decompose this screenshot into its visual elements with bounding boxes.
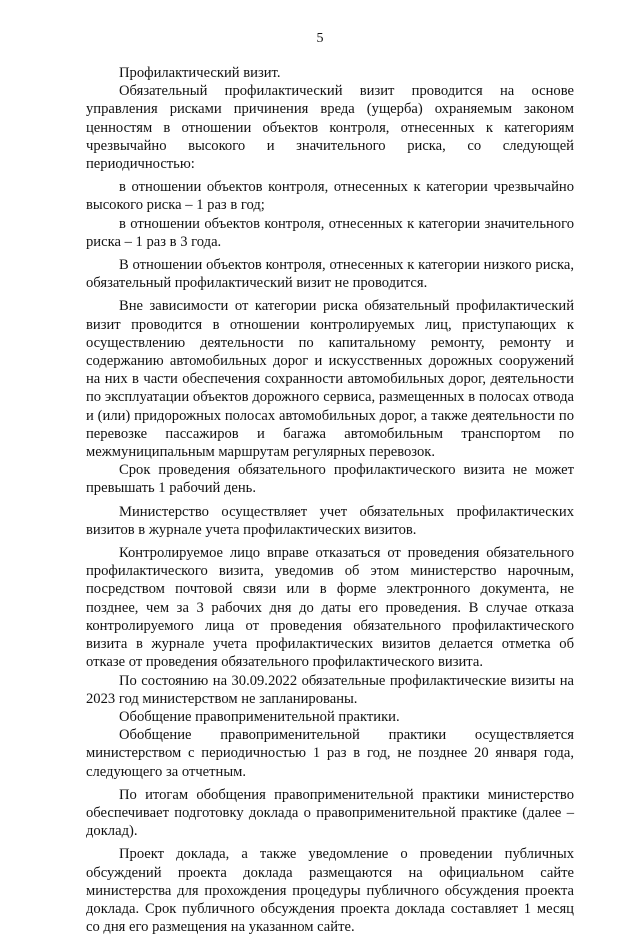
paragraph-status-2022: По состоянию на 30.09.2022 обязательные профилактические визиты на 2023 год министерством не запланированы. <box>86 672 574 707</box>
document-body <box>86 64 574 936</box>
paragraph-draft-report: Проект доклада, а также уведомление о проведении публичных обсуждений проекта доклада размещаются на официальном сайте министерства для прохождения процедуры публичного обсуждения проекта доклада. Срок публичного обсуждения проекта доклада составляет 1 месяц со дня его размещения на указанном сайте. <box>86 846 574 936</box>
paragraph-regardless-of-risk: Вне зависимости от категории риска обязательный профилактический визит проводится в отношении контролируемых лиц, приступающих к осуществлению деятельности по капитальному ремонту, ремонту и содержанию автомобильных дорог и искусственных дорожных сооружений на них в части обеспечения сохранности автомобильных дорог, деятельности по эксплуатации объектов дорожного сервиса, размещенных в полосах отвода и (или) придорожных полосах автомобильных дорог, а также деятельности по перевозке пассажиров и багажа автомобильным транспортом по межмуниципальным маршрутам регулярных перевозок. <box>86 298 574 461</box>
paragraph-significant-risk: в отношении объектов контроля, отнесенных к категории значительного риска – 1 раз в 3 года. <box>86 215 574 250</box>
page-number: 5 <box>316 31 324 46</box>
paragraph-refusal: Контролируемое лицо вправе отказаться от проведения обязательного профилактического визита, уведомив об этом министерство нарочным, посредством почтовой связи или в форме электронного документа, не позднее, чем за 3 рабочих дня до даты его проведения. В случае отказа контролируемого лица от проведения обязательного профилактического визита в журнале учета профилактических визитов делается отметка об отказе от проведения обязательного профилактического визита. <box>86 545 574 671</box>
paragraph-visit-duration: Срок проведения обязательного профилактического визита не может превышать 1 рабочий день. <box>86 462 574 497</box>
paragraph-practice-periodicity: Обобщение правоприменительной практики осуществляется министерством с периодичностью 1 раз в год, не позднее 20 января года, следующего за отчетным. <box>86 727 574 780</box>
paragraph-practice-heading: Обобщение правоприменительной практики. <box>119 708 400 725</box>
paragraph-mandatory-visit: Обязательный профилактический визит проводится на основе управления рисками причинения вреда (ущерба) охраняемым законом ценностям в отношении объектов контроля, отнесенных к категориям чрезвычайно высокого и значительного риска, со следующей периодичностью: <box>86 83 574 173</box>
paragraph-report-preparation: По итогам обобщения правоприменительной практики министерство обеспечивает подготовку доклада о правоприменительной практике (далее – доклад). <box>86 786 574 840</box>
paragraph-visit-registry: Министерство осуществляет учет обязательных профилактических визитов в журнале учета профилактических визитов. <box>86 503 574 538</box>
paragraph-low-risk: В отношении объектов контроля, отнесенных к категории низкого риска, обязательный профилактический визит не проводится. <box>86 257 574 292</box>
paragraph-extremely-high-risk: в отношении объектов контроля, отнесенных к категории чрезвычайно высокого риска – 1 раз в год; <box>86 179 574 214</box>
paragraph-preventive-visit-heading: Профилактический визит. <box>119 65 281 81</box>
